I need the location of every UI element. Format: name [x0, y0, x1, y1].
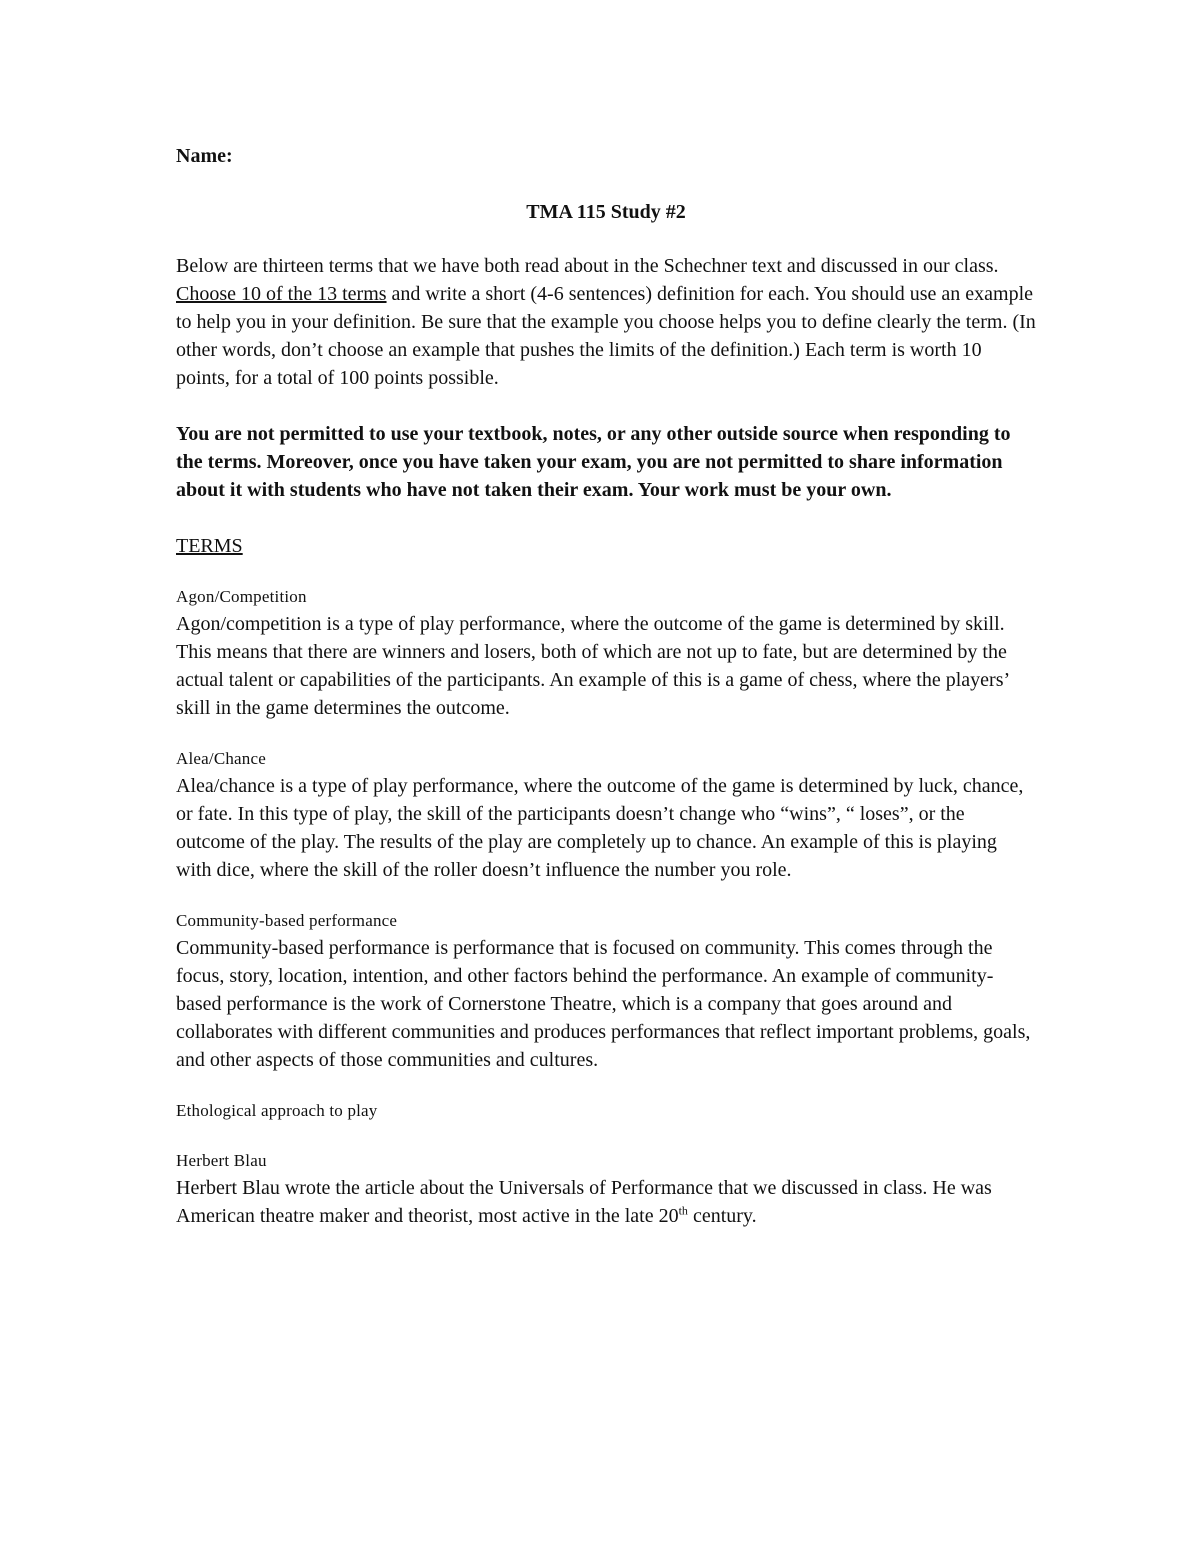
term-community-based-performance [176, 908, 1036, 1074]
ordinal-superscript: th [678, 1203, 688, 1218]
instructions-paragraph [176, 252, 1036, 392]
academic-integrity-notice: You are not permitted to use your textbook, notes, or any other outside source when responding to the terms. Moreover, once you have taken your exam, you are not permitted to share information about it with students who have not taken their exam. Your work must be your own. [176, 423, 1011, 501]
term-definition [176, 1174, 1036, 1230]
term-herbert-blau [176, 1148, 1036, 1230]
instructions-underlined-text: Choose 10 of the 13 terms [176, 283, 387, 305]
term-definition: Community-based performance is performance that is focused on community. This comes through the focus, story, location, intention, and other factors behind the performance. An example of community-based performance is the work of Cornerstone Theatre, which is a company that goes around and collaborates with different communities and produces performances that reflect important problems, goals, and other aspects of those communities and cultures. [176, 937, 1031, 1071]
document-title: TMA 115 Study #2 [526, 201, 686, 223]
term-definition-text: Herbert Blau wrote the article about the Universals of Performance that we discussed in class. He was American theatre maker and theorist, most active in the late 20 [176, 1177, 992, 1227]
document-page [176, 142, 1036, 1230]
term-title: Agon/Competition [176, 587, 307, 606]
term-title: Alea/Chance [176, 749, 266, 768]
instructions-text-end: and write a short (4-6 sentences) definition for each. You should use an example to help you in your definition. Be sure that the example you choose helps you to define clearly the term. (In other words, don’t choose an example that pushes the limits of the definition.) Each term is worth 10 points, for a total of 100 points possible. [176, 283, 1036, 389]
term-definition-text-end: century. [687, 1205, 757, 1227]
term-definition: Agon/competition is a type of play performance, where the outcome of the game is determined by skill. This means that there are winners and losers, both of which are not up to fate, but are determined by the actual talent or capabilities of the participants. An example of this is a game of chess, where the players’ skill in the game determines the outcome. [176, 613, 1009, 719]
term-title: Ethological approach to play [176, 1101, 378, 1120]
term-alea [176, 746, 1036, 884]
term-title: Herbert Blau [176, 1151, 267, 1170]
terms-heading: TERMS [176, 535, 243, 557]
term-title: Community-based performance [176, 911, 398, 930]
term-ethological-approach [176, 1098, 1036, 1124]
term-definition: Alea/chance is a type of play performance, where the outcome of the game is determined by luck, chance, or fate. In this type of play, the skill of the participants doesn’t change who “wins”, “ loses”, or the outcome of the play. The results of the play are completely up to chance. An example of this is playing with dice, where the skill of the roller doesn’t influence the number you role. [176, 775, 1024, 881]
term-agon [176, 584, 1036, 722]
name-label: Name: [176, 145, 233, 167]
instructions-text-start: Below are thirteen terms that we have both read about in the Schechner text and discussed in our class. [176, 255, 999, 277]
